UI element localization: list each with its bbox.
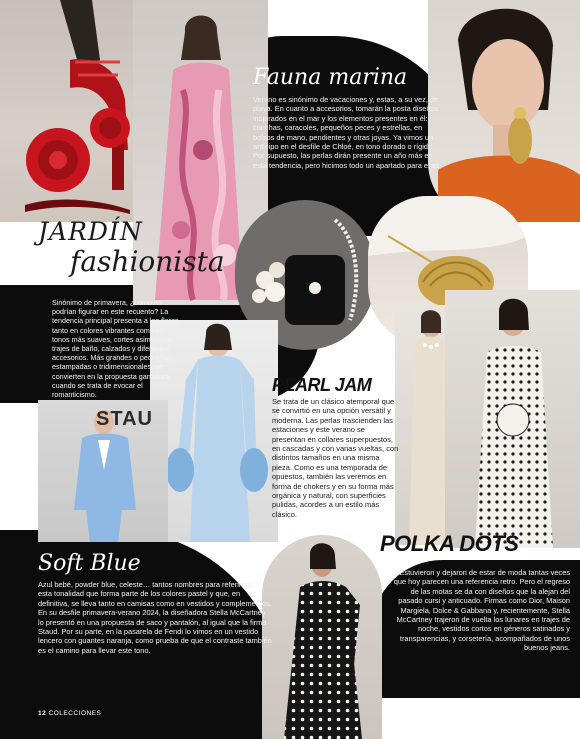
backdrop-lettering: STAU xyxy=(96,408,153,430)
pearl-jam-heading: PEARL JAM xyxy=(272,375,372,395)
jardin-heading-line2: fashionista xyxy=(70,245,225,278)
page-footer xyxy=(38,710,101,717)
soft-blue-heading: Soft Blue xyxy=(38,551,141,576)
fauna-marina-body: Verano es sinónimo de vacaciones y, estas, a su vez, de playa. En cuanto a accesorios, tomarán la posta diseños inspirados en el mar y los elementos presentes en él: conchas, caracoles, pequeños peces y estrellas, en bolsos de mano, pendientes y otras joyas. Ya vimos un anticipo en el desfile de Chloé, en tono dorado o rígido. Por supuesto, las perlas dirán presente un año más en esta tendencia, pero hicimos todo un apartado para ellas. xyxy=(253,95,442,170)
blue-suit-runway-photo xyxy=(38,400,168,542)
jardin-heading-line1: JARDÍN xyxy=(38,217,143,246)
polka-dot-slip-dress-photo xyxy=(445,290,580,548)
jardin-body: Sinónimo de primavera, ¿cómo no podrían figurar en este recuento? La tendencia principal presenta a las flores tanto en colores vibrantes como en tonos más suaves, cortes asimétricos, trajes de baño, calzados y diferentes accesorios. Más grandes o pequeñas, estampadas o tridimensionales, se convierten en la propuesta ganadora cuando se trata de evocar el romanticismo. xyxy=(52,298,179,400)
polka-dot-gown-illustration xyxy=(262,535,382,739)
pearl-jam-body: Se trata de un clásico atemporal que se convirtió en una opción versátil y moderna. Las perlas trascienden las estaciones y este verano se presentan en collares superpuestos, en cascadas y con varias vueltas, con distintos tamaños en una misma pieza. Como es una temporada de opuestos, también las veremos en forma de chokers y en su forma más orgánica y natural, con superficies pulidas, acordes a un estilo más clásico. xyxy=(272,397,399,519)
page-number: 12 xyxy=(38,710,47,717)
fauna-marina-heading: Fauna marina xyxy=(253,65,408,90)
polka-dots-heading: POLKA DOTS xyxy=(380,531,519,556)
earring-model-illustration xyxy=(428,0,580,222)
polka-dots-body: Estuvieron y dejaron de estar de moda tantas veces que hoy parecen una referencia retro. Pero el regreso de las motas se da con diseños que la alejan del pasado cursi y anticuado. Firmas como Dior, Maison Margiela, Dolce & Gabbana y, recientemente, Stella McCartney trajeron de vuelta los lunares en trajes de noche, vestidos cortos en géneros satinados y transparencias, y corsetería, acompañados de unos buenos jeans. xyxy=(393,568,570,653)
gold-shell-earring-photo xyxy=(428,0,580,222)
red-rose-sandal-photo xyxy=(0,0,150,222)
section-name: COLECCIONES xyxy=(48,710,102,717)
soft-blue-body: Azul bebé, powder blue, celeste… tantos nombres para referirnos a esta tonalidad que forma parte de los colores pastel y que, en definitiva, se lleva tanto en camisas como en vestidos y complementos. En su desfile primavera-verano 2024, la diseñadora Stella McCartney lo presentó en una propuesta de saco y pantalón, al igual que la firma Staud. Por su parte, en la pasarela de Fendi lo vimos en un vestido lencero con guantes naranja, como prueba de que el contraste también es el camino para llevar este tono. xyxy=(38,580,272,655)
red-rose-sandal-illustration xyxy=(0,0,150,222)
polka-dot-gown-photo xyxy=(262,535,382,739)
polka-dot-slip-dress-illustration xyxy=(445,290,580,548)
